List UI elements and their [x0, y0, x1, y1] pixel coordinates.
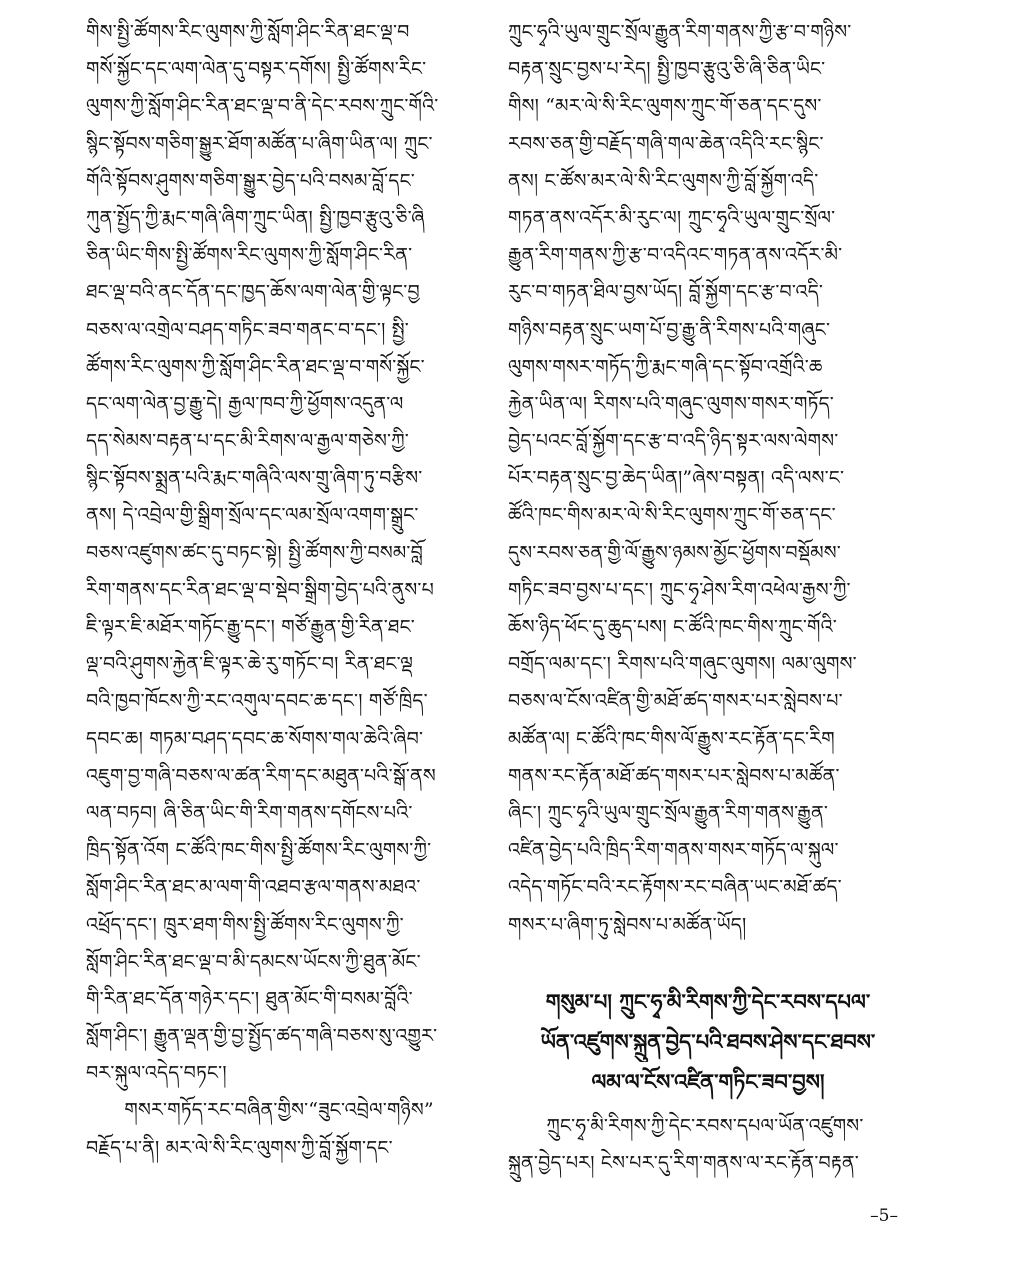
text-line: བརྟན་སྲུང་བྱས་པ་རེད། སྤྱི་ཁྱབ་རྩུའུ་ཅི་ཞི་ཅིན་ཡིང་ — [508, 58, 826, 81]
text-line: བརྗོད་པ་ནི། མར་ལེ་སི་རིང་ལུགས་ཀྱི་བློ་སྐྱོག་དང་ — [86, 1136, 393, 1159]
text-line: སློག་ཤིང་རིན་ཐང་ལྡ་བ་མི་དམངས་ཡོངས་ཀྱི་ཐུན་མོང་ — [86, 950, 421, 973]
text-line: དང་ལག་ལེན་བྱ་རྒྱུ་དེ། རྒྱལ་ཁབ་ཀྱི་ཕྱོགས་འདུན་ལ — [86, 392, 404, 415]
text-line: པོར་བརྟན་སྲུང་བྱ་ཆེད་ཡིན།”ཞེས་བསྟན། འདི་ལས་ང་ — [508, 467, 845, 490]
text-line: གསར་གཏོད་རང་བཞིན་གྱིས་“ཟུང་འབྲེལ་གཉིས” — [86, 1099, 434, 1122]
text-line: ཀྲུང་ཧྭ་མི་རིགས་ཀྱི་དེང་རབས་དཔལ་ཡོན་འཛུགས་ — [508, 1115, 864, 1137]
text-line: སྐྲུན་བྱེད་པར། ངེས་པར་དུ་རིག་གནས་ལ་རང་རྟོན་བརྟན་ — [508, 1152, 859, 1175]
text-line: སློག་ཤིང་། རྒྱུན་ལྡན་གྱི་བྱ་སྤྱོད་ཚད་གཞི་བཅས་སུ་འགྱུར་ — [86, 1025, 438, 1048]
text-line: མཚོན་ལ། ང་ཚོའི་ཁང་གིས་ལོ་རྒྱུས་རང་རྟོན་དང་རིག — [508, 727, 835, 750]
text-line: སྙིང་སྟོབས་སྨྲན་པའི་རྨང་གཞིའི་ལས་གྲུ་ཞིག་ཏུ་བརྩིས་ — [86, 467, 423, 490]
text-line: རིག་གནས་དང་རིན་ཐང་ལྡ་བ་སྡེབ་སྒྲིག་བྱེད་པའི་ནུས་པ — [86, 578, 434, 601]
text-line: ནས། ང་ཚོས་མར་ལེ་སི་རིང་ལུགས་ཀྱི་བློ་སྐྱོག་འདི་ — [508, 169, 819, 192]
text-line: ཞིང་། ཀྲུང་ཧྭའི་ཡུལ་གྲུང་སྲོལ་རྒྱུན་རིག་གནས་རྒྱུན་ — [508, 801, 829, 824]
text-line: སྙིང་སྟོབས་གཅིག་སྒྱུར་ཐོག་མཚོན་པ་ཞིག་ཡིན་ལ། ཀྲུང་ — [86, 132, 433, 155]
text-line: འཇུག་བྱ་གཞི་བཅས་ལ་ཚན་རིག་དང་མཐུན་པའི་སྒོ་ནས — [86, 764, 436, 787]
text-line: གཏིང་ཟབ་བྱས་པ་དང་། ཀྲུང་ཧྭ་ཤེས་རིག་འཕེལ་རྒྱས་ཀྱི་ — [508, 578, 851, 601]
text-line: འཛིན་བྱེད་པའི་ཁྲིད་རིག་གནས་གསར་གཏོད་ལ་སྐུལ་ — [508, 839, 839, 862]
text-line: ཚོའི་ཁང་གིས་མར་ལེ་སི་རིང་ལུགས་ཀྲུང་གོ་ཅན་དང་ — [508, 504, 836, 527]
text-line: བར་སྐུལ་འདེད་བཏང་། — [86, 1062, 227, 1085]
text-line: བགྲོད་ལམ་དང་། རིགས་པའི་གཞུང་ལུགས། ལམ་ལུགས་ — [508, 653, 857, 676]
text-line: ལུགས་ཀྱི་སློག་ཤིང་རིན་ཐང་ལྡ་བ་ནི་དེང་རབས་ཀྲུང་གོའི་ — [86, 95, 439, 118]
heading-line: གསུམ་པ། ཀྲུང་ཧྭ་མི་རིགས་ཀྱི་དེང་རབས་དཔལ་ — [545, 989, 871, 1014]
right-text-column-continued — [508, 1108, 908, 1182]
text-line: གཉིས་བརྟན་སྲུང་ཡག་པོ་བྱ་རྒྱུ་ནི་རིགས་པའི་གཞུང་ — [508, 318, 831, 341]
text-line: གནས་རང་རྟོན་མཐོ་ཚད་གསར་པར་སླེབས་པ་མཚོན་ — [508, 764, 840, 787]
text-line: རྒྱུན་རིག་གནས་ཀྱི་རྩ་བ་འདིའང་གཏན་ནས་འདོར་མི་ — [508, 244, 843, 267]
text-line: དུས་རབས་ཅན་གྱི་ལོ་རྒྱུས་ཉམས་མྱོང་ཕྱོགས་བསྡོམས་ — [508, 541, 842, 564]
text-line: དད་སེམས་བརྟན་པ་དང་མི་རིགས་ལ་རྒྱལ་གཅེས་ཀྱི་ — [86, 430, 409, 453]
text-line: ཚོགས་རིང་ལུགས་ཀྱི་སློག་ཤིང་རིན་ཐང་ལྡ་བ་གསོ་སྐྱོང་ — [86, 355, 425, 378]
text-line: བཅས་ལ་ངོས་འཛིན་གྱི་མཐོ་ཚད་གསར་པར་སླེབས་པ་ — [508, 690, 843, 713]
text-line: བྱེད་པའང་བློ་སྐྱོག་དང་རྩ་བ་འདི་ཉིད་སྟར་ལས་ལེགས་ — [508, 430, 839, 453]
heading-line: ཡོན་འཛུགས་སྐྲུན་བྱེད་པའི་ཐབས་ཤེས་དང་ཐབས་ — [540, 1029, 876, 1054]
page-number: –5– — [870, 1206, 898, 1226]
text-line: ནས། དེ་འབྲེལ་གྱི་སྒྲིག་སྲོལ་དང་ལམ་སྲོལ་འགག་སྒྲུང་ — [86, 504, 419, 527]
text-line: ལན་བཏབ། ཞི་ཅིན་ཡིང་གི་རིག་གནས་དགོངས་པའི་ — [86, 801, 413, 824]
text-line: གི་རིན་ཐང་དོན་གཉེར་དང་། ཐུན་མོང་གི་བསམ་བློའི་ — [86, 987, 413, 1010]
text-line: གིས་སྤྱི་ཚོགས་རིང་ལུགས་ཀྱི་སློག་ཤིང་རིན་ཐང་ལྡ་བ — [86, 21, 410, 43]
text-line: འདེད་གཏོང་བའི་རང་རྟོགས་རང་བཞིན་ཡང་མཐོ་ཚད་ — [508, 876, 842, 899]
heading-line: ལམ་ལ་ངོས་འཛིན་གཏིང་ཟབ་བྱས། — [591, 1069, 825, 1094]
text-line: ཀྲུང་ཧྭའི་ཡུལ་གྲུང་སྲོལ་རྒྱུན་རིག་གནས་ཀྱི་རྩ་བ་གཉིས་ — [508, 21, 852, 43]
text-line: བཅས་འཛུགས་ཚང་དུ་བཏང་སྟེ། སྤྱི་ཚོགས་ཀྱི་བསམ་བློ — [86, 541, 423, 564]
text-line: གིས། “མར་ལེ་སི་རིང་ལུགས་ཀྲུང་གོ་ཅན་དང་དུས་ — [508, 95, 822, 118]
text-line: བའི་ཁྱབ་ཁོངས་ཀྱི་རང་འགུལ་དབང་ཆ་དང་། གཙོ་ཁྲིད་ — [86, 690, 428, 713]
text-line: གཏན་ནས་འདོར་མི་རུང་ལ། ཀྲུང་ཧྭའི་ཡུལ་གྲུང་སྲོལ་ — [508, 206, 836, 229]
text-line: ཅིན་ཡིང་གིས་སྤྱི་ཚོགས་རིང་ལུགས་ཀྱི་སློག་ཤིང་རིན་ — [86, 244, 413, 267]
text-line: རབས་ཅན་གྱི་བརྗོད་གཞི་གལ་ཆེན་འདིའི་རང་སྙིང་ — [508, 132, 824, 155]
text-line: ཆོས་ཉིད་ཕོང་དུ་ཆུད་པས། ང་ཚོའི་ཁང་གིས་ཀྲུང་གོའི་ — [508, 616, 837, 638]
text-line: གསར་པ་ཞིག་ཏུ་སླེབས་པ་མཚོན་ཡོད། — [508, 913, 747, 936]
section-heading — [508, 982, 908, 1102]
left-text-column — [86, 14, 486, 1167]
text-line: གོའི་སྟོབས་ཤུགས་གཅིག་སྒྱུར་བྱེད་པའི་བསམ་བློ་དང་ — [86, 169, 415, 192]
text-line: འཕྲོད་དང་། ཁྲུར་ཐག་གིས་སྤྱི་ཚོགས་རིང་ལུགས་ཀྱི་ — [86, 913, 404, 936]
text-line: གསོ་སྐྱོང་དང་ལག་ལེན་དུ་བསྟར་དགོས། སྤྱི་ཚོགས་རིང་ — [86, 58, 427, 81]
text-line: ཀུན་སྤྱོད་ཀྱི་རྨང་གཞི་ཞིག་ཀྲུང་ཡིན། སྤྱི་ཁྱབ་རྩུའུ་ཅི་ཞི — [86, 206, 425, 229]
text-line: ཁྲིད་སྟོན་འོག ང་ཚོའི་ཁང་གིས་སྤྱི་ཚོགས་རིང་ལུགས་ཀྱི་ — [86, 839, 432, 862]
text-line: བཅས་ལ་འགྲེལ་བཤད་གཏིང་ཟབ་གནང་བ་དང་། སྤྱི་ — [86, 318, 409, 341]
text-line: སློག་ཤིང་རིན་ཐང་མ་ལག་གི་འཐབ་རྩལ་གནས་མཐའ་ — [86, 876, 421, 899]
text-line: ལུགས་གསར་གཏོད་ཀྱི་རྨང་གཞི་དང་སྟོབ་འགྲོའི་ཆ — [508, 355, 823, 378]
text-line: ཇི་ལྟར་ཇི་མཐོར་གཏོང་རྒྱུ་དང་། གཙོ་རྒྱུན་གྱི་རིན་ཐང་ — [86, 616, 415, 638]
right-text-column — [508, 14, 908, 944]
text-line: དབང་ཆ། གཏམ་བཤད་དབང་ཆ་སོགས་གལ་ཆེའི་ཞིབ་ — [86, 727, 424, 750]
text-line: ལྡ་བའི་ཤུགས་རྐྱེན་ཇི་ལྟར་ཆེ་རུ་གཏོང་བ། རིན་ཐང་ལྡ — [86, 653, 414, 676]
text-line: རུང་བ་གཏན་ཐིལ་བྱས་ཡོད། བློ་སྐྱོག་དང་རྩ་བ་འདི་ — [508, 281, 824, 304]
text-line: ཐང་ལྡ་བའི་ནང་དོན་དང་ཁྱད་ཆོས་ལག་ལེན་གྱི་ལྟང་བྱ — [86, 281, 420, 304]
text-line: རྐྱེན་ཡིན་ལ། རིགས་པའི་གཞུང་ལུགས་གསར་གཏོད་ — [508, 392, 834, 415]
